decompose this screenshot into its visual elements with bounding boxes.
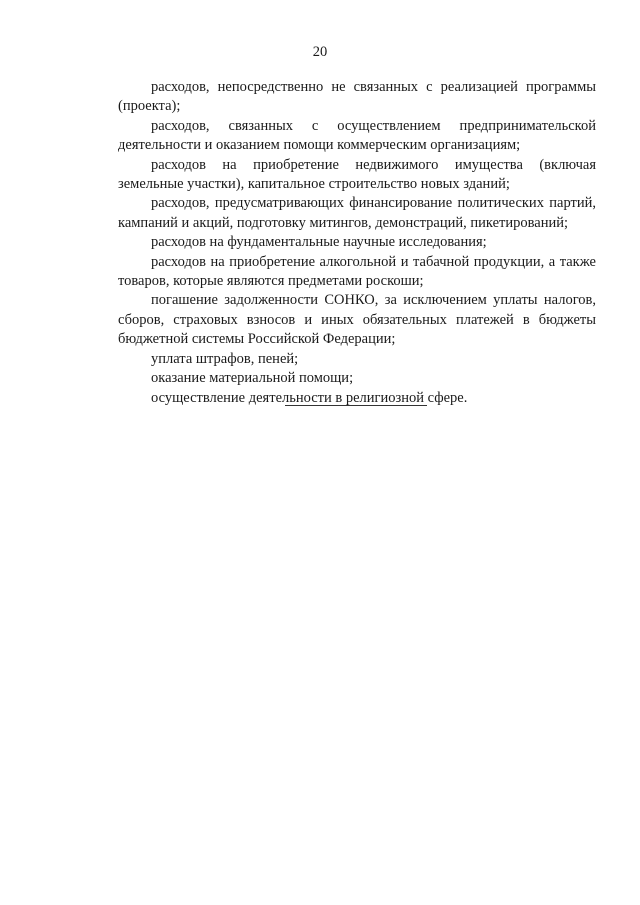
list-item: расходов, непосредственно не связанных с реализацией программы (проекта); [118, 79, 596, 115]
list-item: расходов, предусматривающих финансирование политических партий, кампаний и акций, подготовку митингов, демонстраций, пикетирований; [118, 195, 596, 231]
list-item: расходов на фундаментальные научные исследования; [151, 234, 487, 251]
end-separator-line [285, 405, 427, 406]
list-item: уплата штрафов, пеней; [151, 350, 299, 367]
list-item: расходов на приобретение алкогольной и табачной продукции, а также товаров, которые являются предметами роскоши; [118, 253, 596, 290]
list-item: расходов, связанных с осуществлением предпринимательской деятельности и оказанием помощи коммерческим организациям; [118, 117, 596, 154]
list-item: оказание материальной помощи; [151, 370, 354, 387]
list-item: расходов на приобретение недвижимого имущества (включая земельные участки), капитальное строительство новых зданий; [118, 156, 596, 193]
page-number: 20 [312, 44, 328, 60]
list-item: осуществление деятельности в религиозной сфере. [151, 389, 468, 406]
document-body [118, 78, 596, 408]
list-item: погашение задолженности СОНКО, за исключением уплаты налогов, сборов, страховых взносов и иных обязательных платежей в бюджеты бюджетной системы Российской Федерации; [118, 292, 596, 348]
